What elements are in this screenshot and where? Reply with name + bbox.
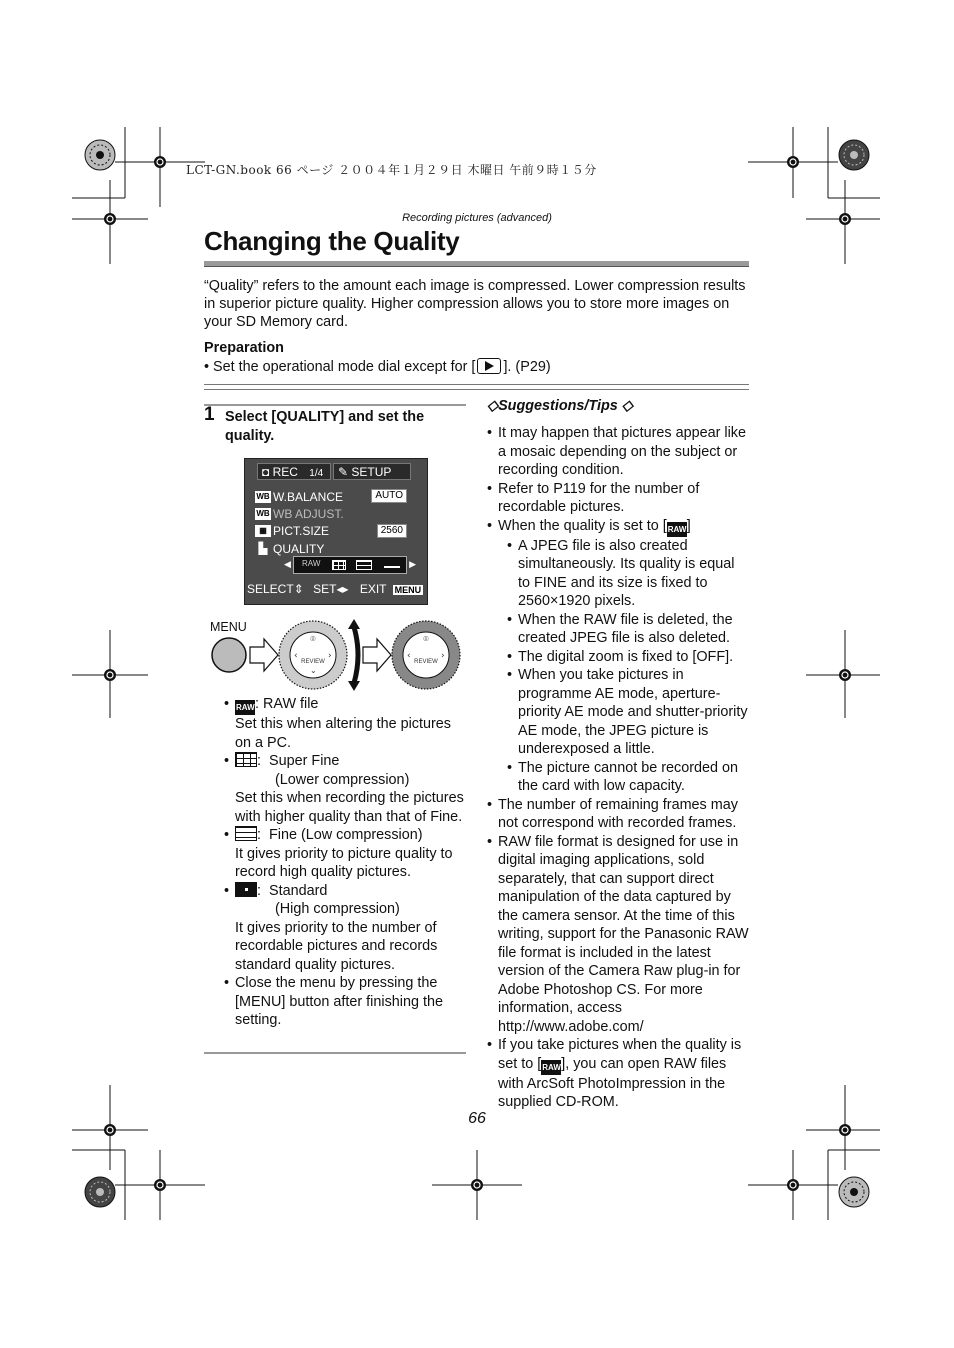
arrow-right-icon (363, 639, 391, 671)
step-text: Select [QUALITY] and set the quality. (225, 409, 425, 444)
page-title: Changing the Quality (204, 226, 460, 256)
right-arrow-icon: ▶ (409, 559, 416, 569)
left-column-bottom-rule (204, 1052, 466, 1054)
tip-subitem: • When the RAW file is deleted, the created JPEG file is also deleted. (487, 611, 749, 648)
tip-subitem: • The picture cannot be recorded on the card with low capacity. (487, 759, 749, 796)
lcd-value-2560: 2560 (377, 524, 407, 538)
close-menu-note: • Close the menu by pressing the [MENU] button after finishing the setting. (224, 974, 464, 1030)
arrow-right-icon (250, 639, 278, 671)
menu-button-icon (212, 638, 246, 672)
super-fine-icon (235, 752, 257, 767)
left-column-top-rule (204, 404, 466, 406)
leftright-icon: ◂▸ (336, 582, 349, 596)
lcd-tab-setup: ✎ SETUP (333, 463, 411, 480)
quality-icon: ▙ (258, 543, 268, 555)
tip-subitem: • When you take pictures in programme AE mode, aperture-priority AE mode and shutter-priority AE mode, the JPEG picture is underexposed a little. (487, 666, 749, 759)
review-label: REVIEW (301, 659, 325, 665)
svg-text:‹: ‹ (407, 651, 411, 661)
pict-size-icon: ▦ (255, 525, 271, 537)
raw-option: RAW (302, 559, 321, 568)
lcd-quality-selector (284, 556, 416, 574)
lcd-item-wbadjust: WB WB ADJUST. (256, 507, 344, 521)
playback-mode-icon (477, 358, 501, 374)
updown-icon: ⇕ (293, 582, 304, 596)
menu-badge-icon: MENU (394, 585, 422, 595)
tip-subitem: • A JPEG file is also created simultaneously. Its quality is equal to FINE and its size is fixed to 2560×1920 pixels. (487, 537, 749, 611)
lcd-item-quality: ▙ QUALITY (255, 541, 324, 557)
tip-item: • It may happen that pictures appear like a mosaic depending on the subject or recording condition. (487, 424, 749, 480)
review-label: REVIEW (414, 659, 438, 665)
tip-item: • Refer to P119 for the number of recordable pictures. (487, 480, 749, 517)
setup-wrench-icon: ✎ (338, 465, 349, 479)
quality-option-fine: • : Fine (Low compression) It gives priority to picture quality to record high quality pictures. (224, 826, 464, 882)
preparation-text-before: • Set the operational mode dial except for [ (204, 359, 476, 375)
wb-adjust-icon: WB (256, 509, 270, 518)
quality-option-raw: • RAW: RAW file Set this when altering the pictures on a PC. (224, 695, 464, 752)
raw-icon: RAW (667, 522, 687, 537)
running-title: Recording pictures (advanced) (402, 212, 552, 224)
tip-item: • The number of remaining frames may not correspond with recorded frames. (487, 796, 749, 833)
left-arrow-icon: ◀ (284, 559, 291, 569)
standard-icon (235, 882, 257, 897)
button-diagram (210, 615, 465, 695)
intro-paragraph: “Quality” refers to the amount each image is compressed. Lower compression results in superior picture quality. Higher compression allows you to store more images on your SD Memory card. (204, 278, 746, 331)
fine-icon (235, 826, 257, 841)
svg-text:⌾: ⌾ (423, 635, 429, 645)
preparation-heading: Preparation (204, 340, 284, 356)
lcd-value-auto: AUTO (371, 489, 407, 503)
svg-text:›: › (328, 651, 332, 661)
camera-icon: ◘ (262, 465, 270, 479)
rotate-arrow-icon (354, 627, 358, 683)
tip-item: • If you take pictures when the quality is set to [RAW], you can open RAW files with ArcSoft PhotoImpression in the supplied CD-ROM. (487, 1036, 749, 1112)
tip-subitem: • The digital zoom is fixed to [OFF]. (487, 648, 749, 667)
tip-item: • When the quality is set to [RAW] (487, 517, 749, 537)
fine-icon (356, 560, 372, 570)
title-rule (204, 261, 749, 267)
suggestions-heading: ◇Suggestions/Tips ◇ (487, 398, 633, 414)
tips-list (487, 424, 749, 1112)
menu-button-label: MENU (210, 620, 247, 634)
page-number: 66 (468, 1110, 486, 1127)
svg-text:›: › (441, 651, 445, 661)
super-fine-icon (332, 560, 346, 570)
lcd-tab-rec: ◘ REC 1/4 (257, 463, 331, 480)
lcd-item-pictsize: ▦ PICT.SIZE (255, 523, 329, 539)
lcd-footer: SELECT⇕ SET◂▸ EXIT MENU (247, 582, 422, 596)
tip-item: • RAW file format is designed for use in digital imaging applications, sold separately, that can support direct manipulation of the data captured by the camera sensor. At the time of this writing, support for the Panasonic RAW file format is included in the latest version of the Camera Raw plug-in for Adobe Photoshop CS. For more information, access http://www.adobe.com/ (487, 833, 749, 1037)
cursor-dial-icon (279, 621, 347, 689)
svg-text:⌄: ⌄ (310, 666, 317, 675)
svg-text:‹: ‹ (294, 651, 298, 661)
cursor-dial-icon (392, 621, 460, 689)
raw-icon: RAW (235, 700, 255, 715)
standard-icon (384, 566, 400, 568)
file-info-header: LCT-GN.book 66 ページ ２００４年１月２９日 木曜日 午前９時１５分 (186, 163, 597, 177)
lcd-menu-screen (244, 458, 428, 605)
quality-option-super-fine: • : Super Fine (Lower compression) Set this when recording the pictures with higher quality than that of Fine. (224, 752, 464, 826)
raw-icon: RAW (541, 1060, 561, 1075)
preparation-bullet (204, 358, 551, 375)
quality-options-list (224, 695, 464, 1030)
step-number: 1 (204, 404, 215, 425)
section-divider (204, 384, 749, 390)
svg-text:⌾: ⌾ (310, 635, 316, 645)
quality-option-standard: • : Standard (High compression) It gives priority to the number of recordable pictures and records standard quality pictures. (224, 882, 464, 975)
preparation-text-after: ]. (P29) (503, 359, 551, 375)
lcd-item-wbalance: WB W.BALANCE (256, 490, 344, 504)
wb-icon: WB (256, 492, 270, 501)
